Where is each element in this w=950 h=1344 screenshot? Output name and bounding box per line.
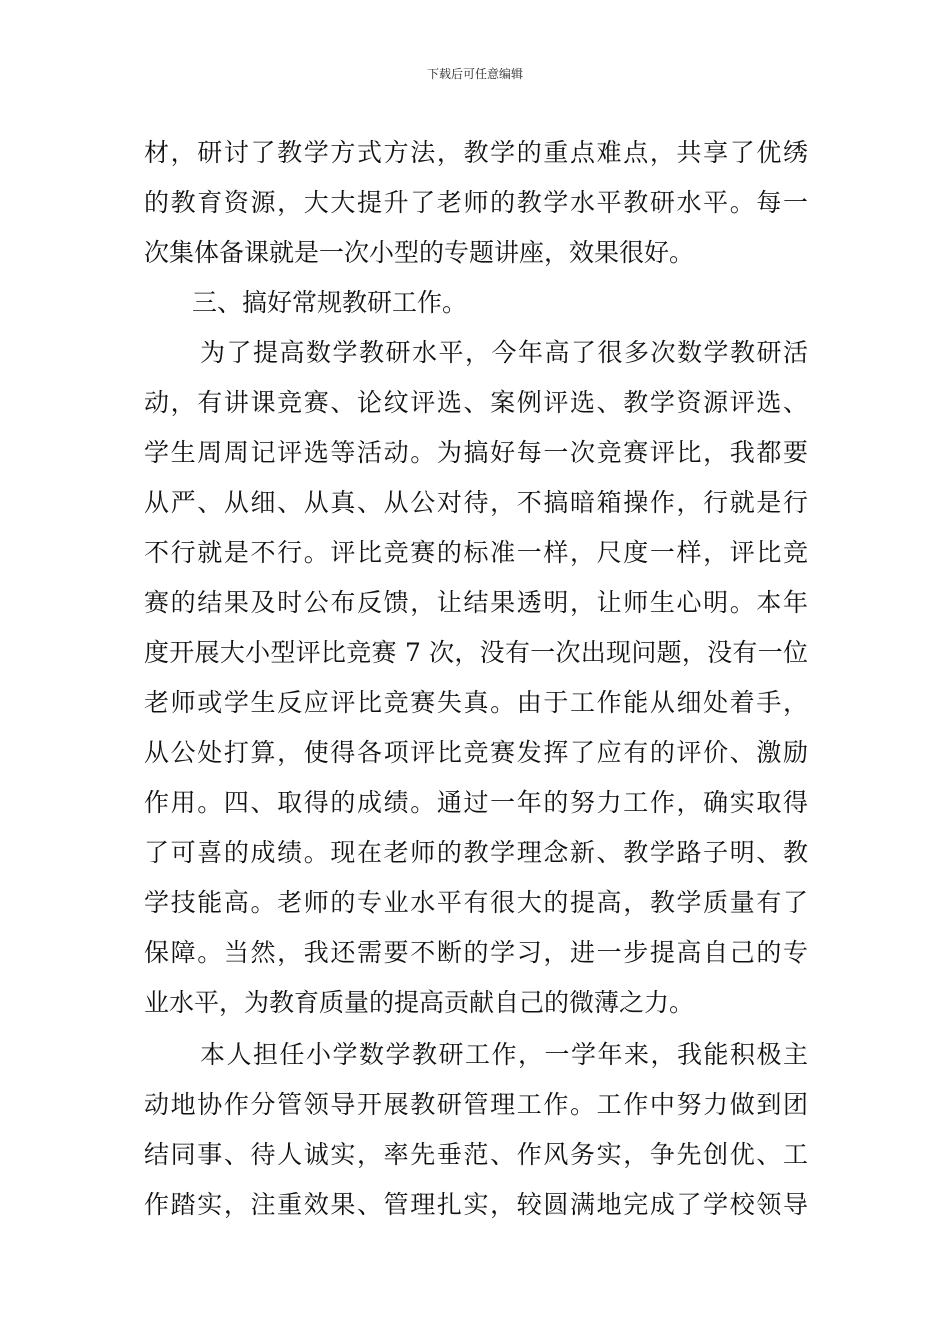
text-line: 材，研讨了教学方式方法，教学的重点难点，共享了优绣 — [144, 138, 808, 167]
text-line: 动，有讲课竞赛、论纹评选、案例评选、教学资源评选、 — [144, 388, 808, 417]
document-body — [144, 128, 808, 1230]
page-header: 下载后可任意编辑 — [426, 67, 523, 81]
text-line: 从严、从细、从真、从公对待，不搞暗箱操作，行就是行 — [144, 488, 808, 517]
text-line: 业水平，为教育质量的提高贡献自己的微薄之力。 — [144, 988, 695, 1017]
text-line: 为了提高数学教研水平，今年高了很多次数学教研活 — [200, 338, 808, 367]
text-line: 次集体备课就是一次小型的专题讲座，效果很好。 — [144, 238, 695, 267]
text-line: 学生周周记评选等活动。为搞好每一次竞赛评比，我都要 — [144, 438, 808, 467]
text-line: 老师或学生反应评比竞赛失真。由于工作能从细处着手， — [144, 688, 808, 717]
text-line: 学技能高。老师的专业水平有很大的提高，教学质量有了 — [144, 888, 808, 917]
text-line: 作用。四、取得的成绩。通过一年的努力工作，确实取得 — [144, 788, 808, 817]
text-line: 不行就是不行。评比竞赛的标准一样，尺度一样，评比竞 — [144, 538, 808, 567]
text-line: 本人担任小学数学教研工作，一学年来，我能积极主 — [200, 1040, 808, 1069]
text-line: 赛的结果及时公布反馈，让结果透明，让师生心明。本年 — [144, 588, 808, 617]
text-line: 从公处打算，使得各项评比竞赛发挥了应有的评价、激励 — [144, 738, 808, 767]
text-line: 保障。当然，我还需要不断的学习，进一步提高自己的专 — [144, 938, 808, 967]
text-line: 动地协作分管领导开展教研管理工作。工作中努力做到团 — [144, 1090, 808, 1119]
text-line: 了可喜的成绩。现在老师的教学理念新、教学路子明、教 — [144, 838, 808, 867]
text-line: 结同事、待人诚实，率先垂范、作风务实，争先创优、工 — [144, 1140, 808, 1169]
text-line: 作踏实，注重效果、管理扎实，较圆满地完成了学校领导 — [144, 1190, 808, 1219]
section-heading: 三、搞好常规教研工作。 — [192, 288, 468, 317]
text-line: 度开展大小型评比竞赛 7 次，没有一次出现问题，没有一位 — [144, 638, 808, 667]
text-line: 的教育资源，大大提升了老师的教学水平教研水平。每一 — [144, 188, 808, 217]
